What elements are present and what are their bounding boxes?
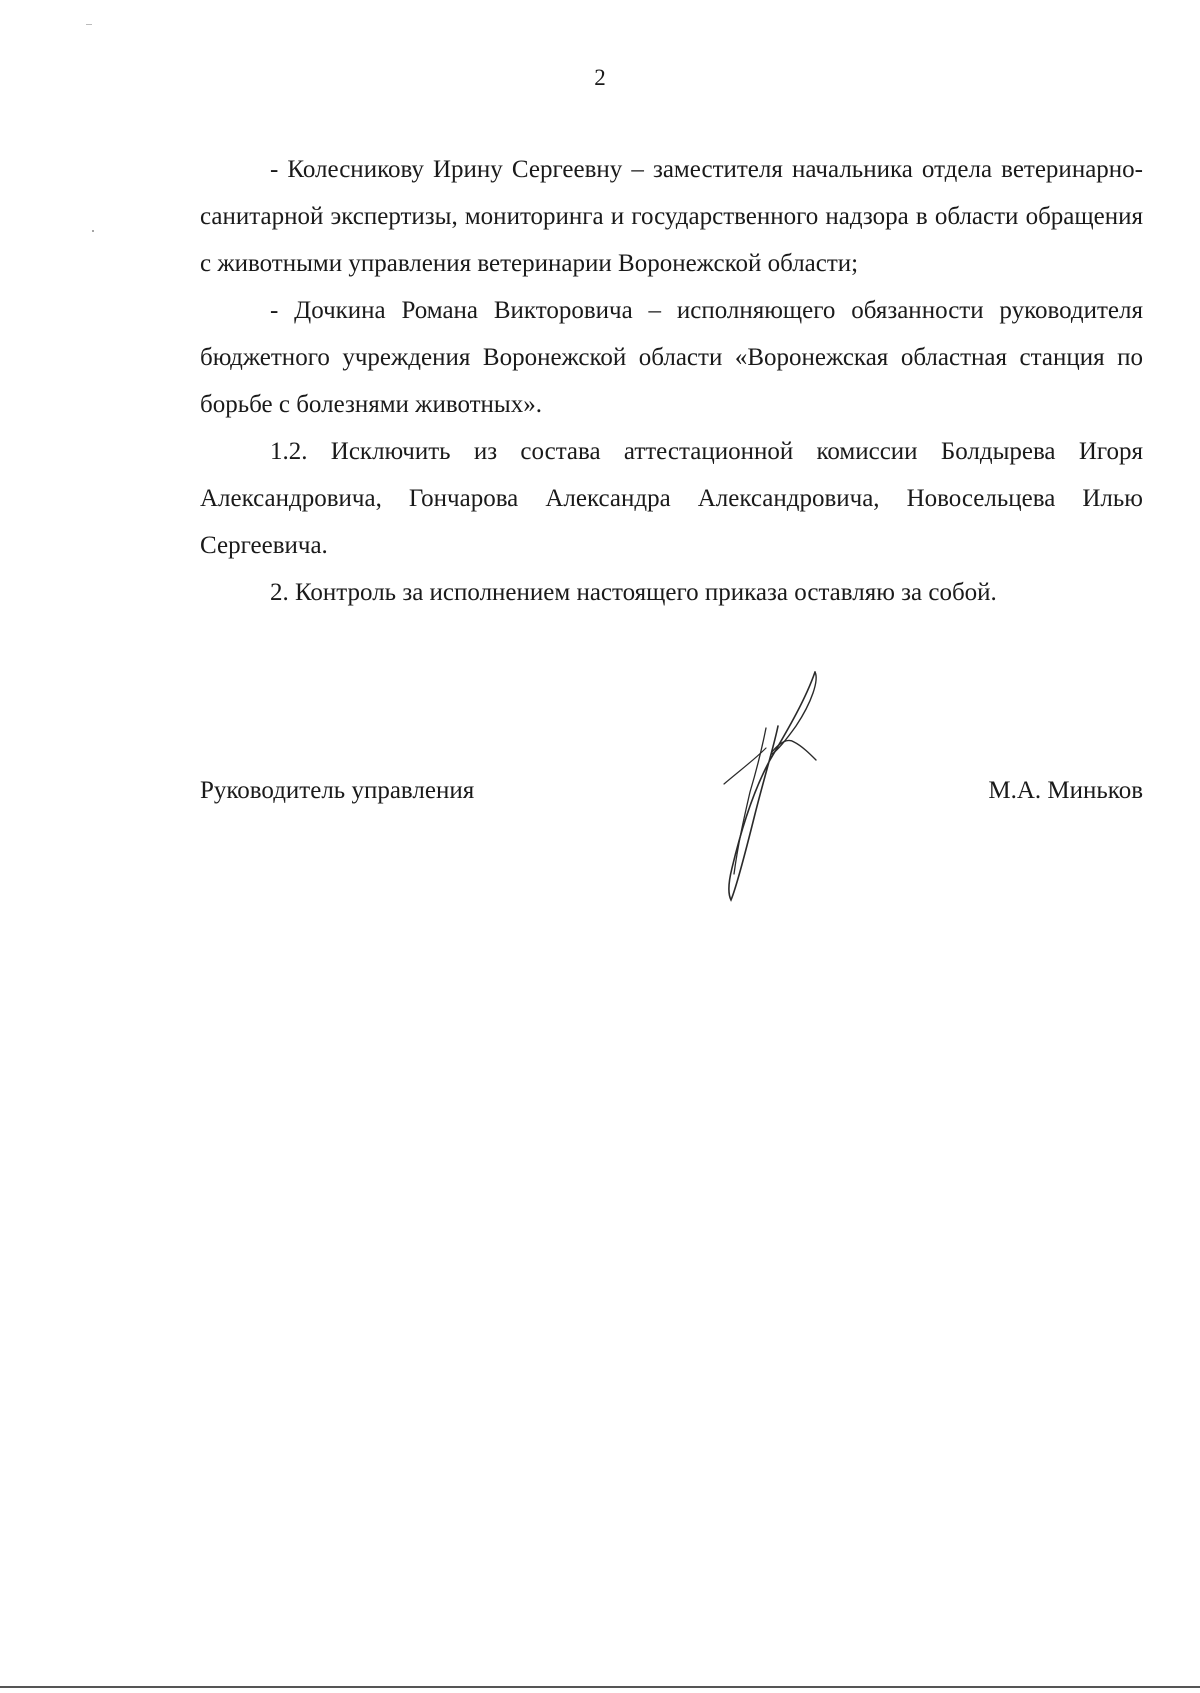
paragraph-control: 2. Контроль за исполнением настоящего приказа оставляю за собой. [270, 579, 997, 606]
paragraph-dochkin: - Дочкина Романа Викторовича – исполняющего обязанности руководителя бюджетного учреждения Воронежской области «Воронежская областная станция по борьбе с болезнями животных». [200, 297, 1143, 418]
paragraph-kolesnikova: - Колесникову Ирину Сергеевну – заместителя начальника отдела ветеринарно-санитарной экспертизы, мониторинга и государственного надзора в области обращения с животными управления ветеринарии Воронежской области; [200, 156, 1143, 277]
paragraph-exclude-members: 1.2. Исключить из состава аттестационной комиссии Болдырева Игоря Александровича, Гончарова Александра Александровича, Новосельцева Илью Сергеевича. [200, 438, 1143, 559]
scan-speck [86, 24, 92, 25]
document-body [200, 146, 1143, 616]
handwritten-signature-icon [720, 668, 840, 904]
scan-speck [92, 230, 94, 232]
page-bottom-rule [0, 1686, 1200, 1688]
signatory-role: Руководитель управления [200, 777, 475, 804]
signatory-name: М.А. Миньков [988, 777, 1143, 804]
page-number: 2 [594, 65, 606, 90]
